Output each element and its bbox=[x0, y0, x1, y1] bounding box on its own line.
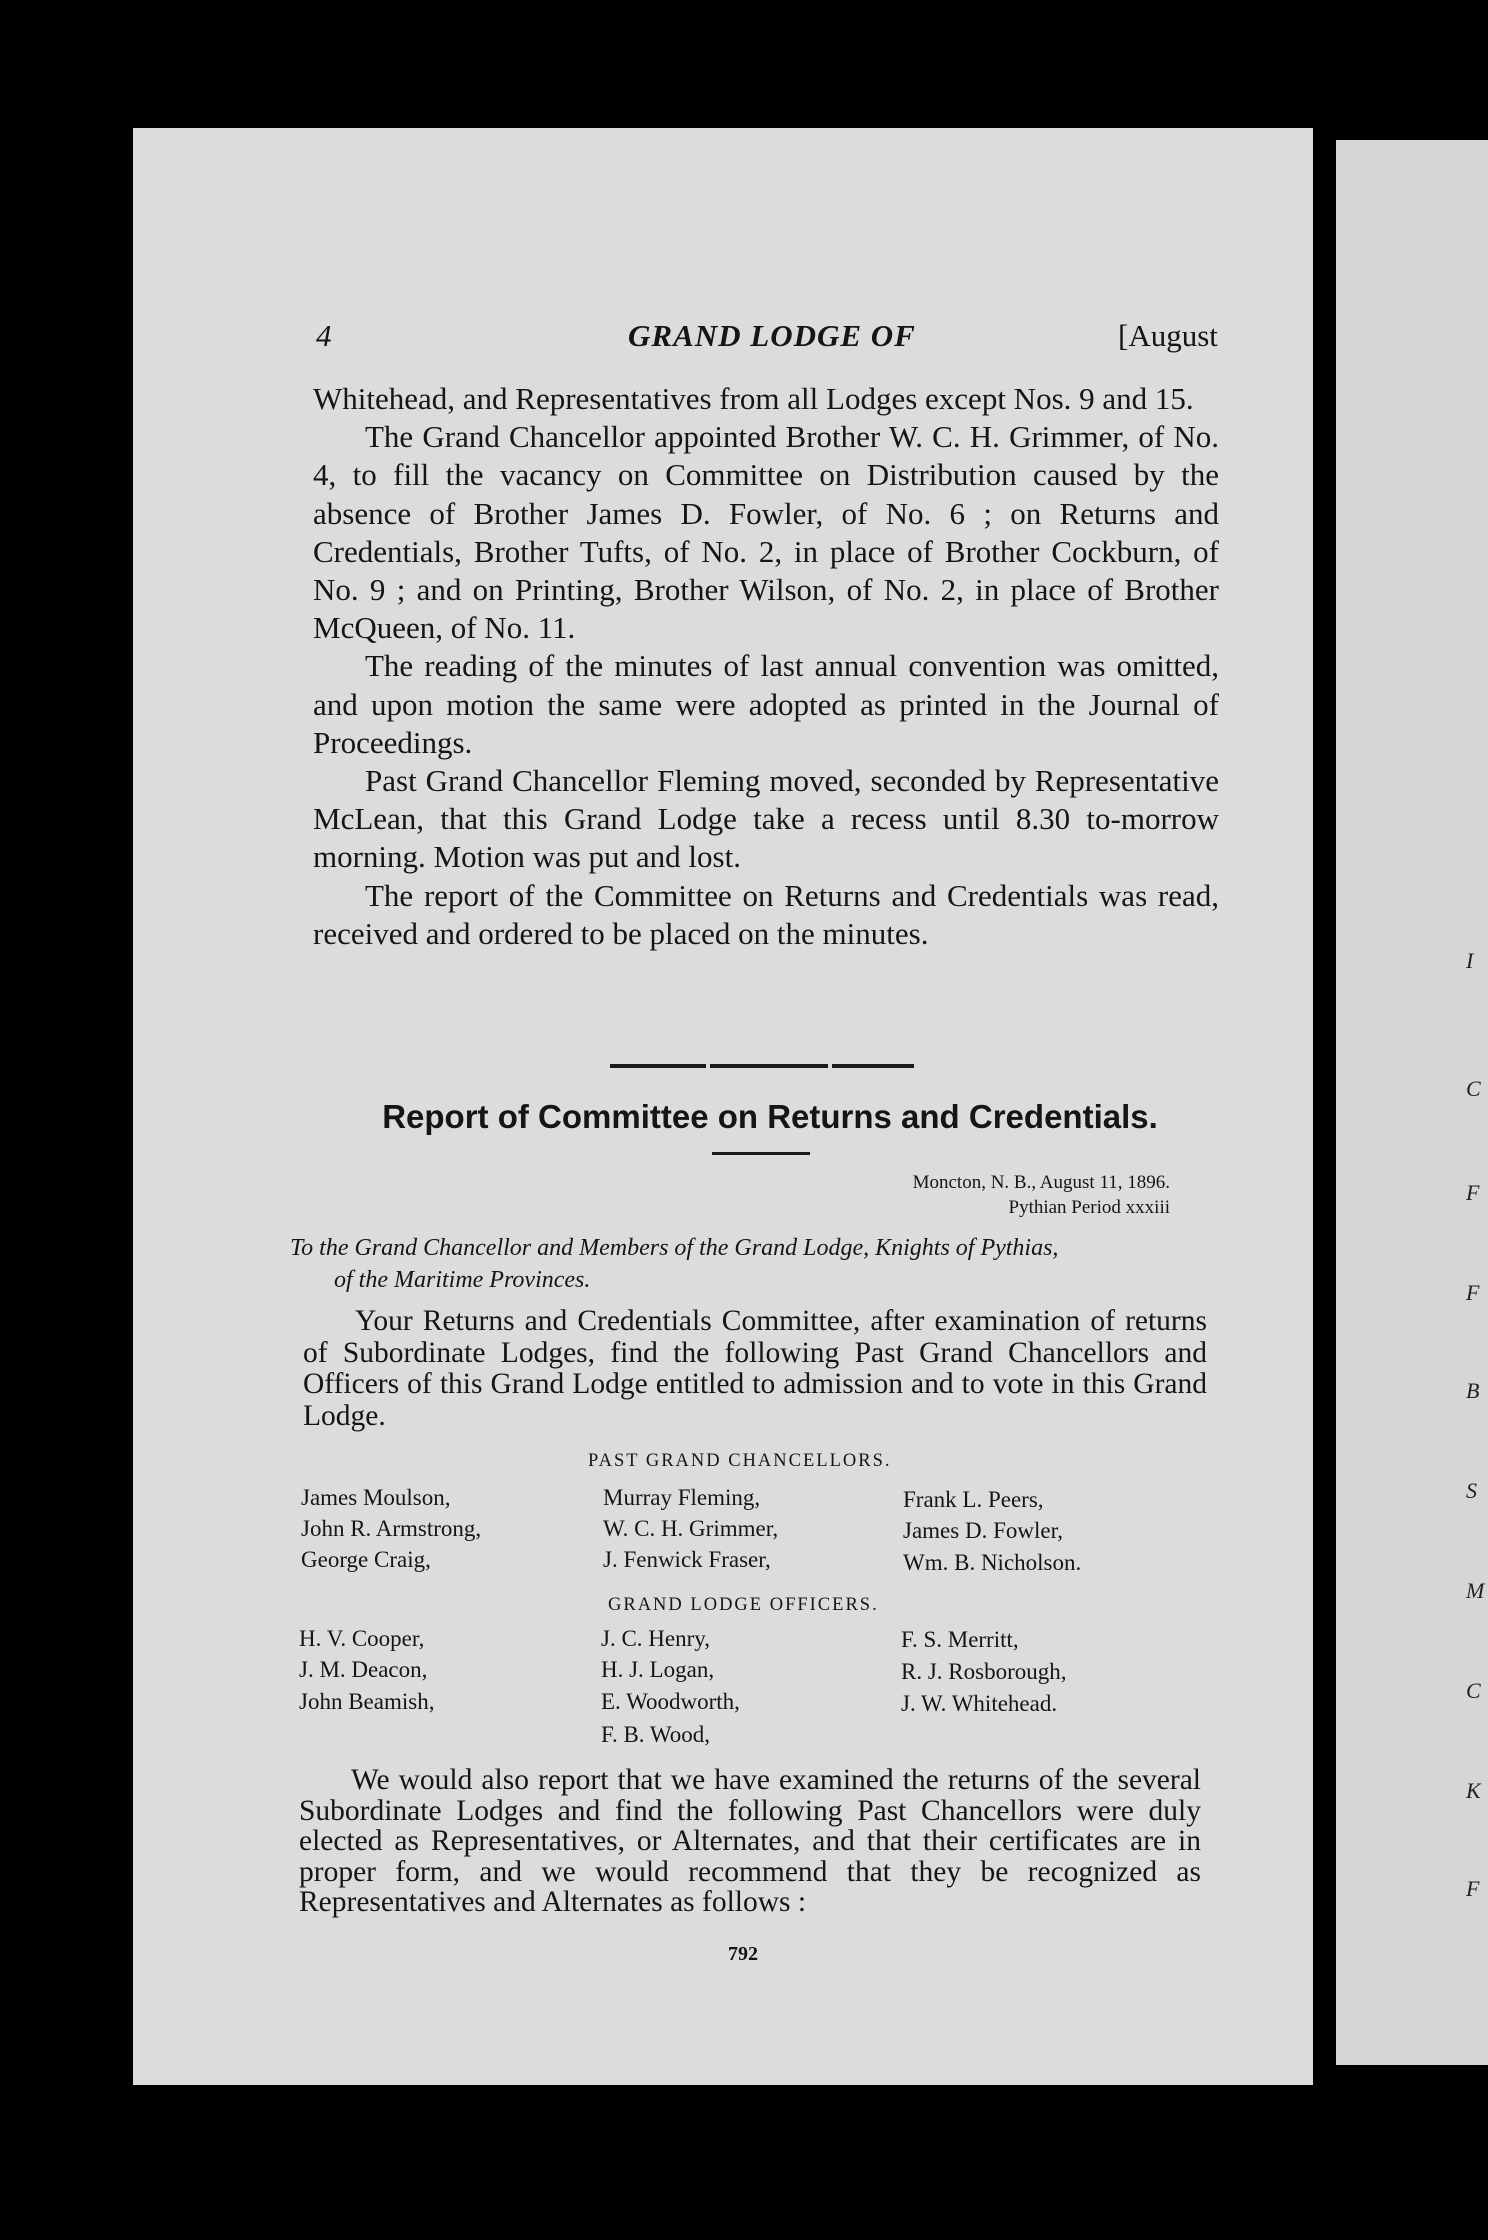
dateline-period: Pythian Period xxxiii bbox=[1008, 1197, 1170, 1218]
folio-number: 792 bbox=[728, 1943, 758, 1965]
grand-lodge-officer: F. S. Merritt, bbox=[901, 1627, 1019, 1652]
past-grand-chancellor: George Craig, bbox=[301, 1547, 431, 1572]
running-month: [August bbox=[1118, 318, 1218, 353]
paragraph: The report of the Committee on Returns and Credentials was read, received and ordered to be placed on the minutes. bbox=[313, 877, 1219, 951]
report-closing bbox=[299, 1765, 1201, 1918]
report-title: Report of Committee on Returns and Credentials. bbox=[382, 1098, 1158, 1135]
grand-lodge-officer: J. W. Whitehead. bbox=[901, 1691, 1058, 1716]
past-grand-chancellor: James Moulson, bbox=[301, 1485, 451, 1510]
title-rule bbox=[712, 1152, 810, 1155]
grand-lodge-officer: J. C. Henry, bbox=[601, 1626, 711, 1651]
grand-lodge-officer: F. B. Wood, bbox=[601, 1722, 710, 1747]
adjacent-page-letter: S bbox=[1466, 1478, 1477, 1503]
past-grand-chancellor: Frank L. Peers, bbox=[903, 1487, 1044, 1512]
section-divider bbox=[610, 1064, 706, 1068]
past-grand-chancellor: John R. Armstrong, bbox=[301, 1516, 482, 1541]
past-grand-chancellor: J. Fenwick Fraser, bbox=[603, 1547, 771, 1572]
past-grand-chancellor: W. C. H. Grimmer, bbox=[603, 1516, 779, 1541]
salutation-line: To the Grand Chancellor and Members of the Grand Lodge, Knights of Pythias, bbox=[290, 1235, 1059, 1261]
salutation-line: of the Maritime Provinces. bbox=[334, 1267, 591, 1293]
paragraph: We would also report that we have examined the returns of the several Subordinate Lodges and find the following Past Chancellors were duly elected as Representatives, or Alternates, and that their certificates are in proper form, and we would recommend that they be recognized as Representatives and Alternates as follows : bbox=[299, 1764, 1201, 1918]
grand-lodge-officer: J. M. Deacon, bbox=[299, 1657, 428, 1682]
adjacent-page-edge bbox=[1336, 140, 1488, 2065]
adjacent-page-letter: F bbox=[1466, 1180, 1480, 1205]
adjacent-page-letter: F bbox=[1466, 1876, 1480, 1901]
paragraph: Whitehead, and Representatives from all Lodges except Nos. 9 and 15. bbox=[313, 381, 1194, 416]
past-grand-chancellor: James D. Fowler, bbox=[903, 1518, 1064, 1543]
running-title: GRAND LODGE OF bbox=[628, 318, 916, 353]
dateline-place: Moncton, N. B., August 11, 1896. bbox=[912, 1172, 1170, 1193]
past-grand-chancellor: Wm. B. Nicholson. bbox=[903, 1550, 1082, 1575]
page-number: 4 bbox=[316, 318, 332, 353]
paragraph: Your Returns and Credentials Committee, after examination of returns of Subordinate Lodges, find the following Past Grand Chancellors and Officers of this Grand Lodge entitled to admission and to vote in this Grand Lodge. bbox=[303, 1305, 1207, 1432]
paragraph: The reading of the minutes of last annual convention was omitted, and upon motion the same were adopted as printed in the Journal of Proceedings. bbox=[313, 648, 1219, 760]
adjacent-page-letter: C bbox=[1466, 1678, 1481, 1703]
section-divider bbox=[710, 1064, 828, 1068]
paragraph: The Grand Chancellor appointed Brother W. C. H. Grimmer, of No. 4, to fill the vacancy on Committee on Distribution caused by the absence of Brother James D. Fowler, of No. 6 ; on Returns and Credentials, Brother Tufts, of No. 2, in place of Brother Cockburn, of No. 9 ; and on Printing, Brother Wilson, of No. 2, in place of Brother McQueen, of No. 11. bbox=[313, 419, 1219, 646]
adjacent-page-letter: K bbox=[1466, 1778, 1481, 1803]
body-text bbox=[313, 380, 1219, 953]
report-intro bbox=[303, 1306, 1207, 1432]
adjacent-page-letter: B bbox=[1466, 1378, 1480, 1403]
grand-lodge-officer: R. J. Rosborough, bbox=[901, 1659, 1067, 1684]
past-grand-chancellors-heading: PAST GRAND CHANCELLORS. bbox=[588, 1451, 892, 1471]
section-divider bbox=[832, 1064, 914, 1068]
grand-lodge-officer: E. Woodworth, bbox=[601, 1689, 740, 1714]
adjacent-page-letter: F bbox=[1466, 1280, 1480, 1305]
grand-lodge-officer: H. V. Cooper, bbox=[299, 1626, 425, 1651]
paragraph: Past Grand Chancellor Fleming moved, seconded by Representative McLean, that this Grand Lodge take a recess until 8.30 to-morrow morning. Motion was put and lost. bbox=[313, 763, 1219, 875]
adjacent-page-letter: M bbox=[1466, 1578, 1485, 1603]
salutation bbox=[290, 1232, 1246, 1296]
adjacent-page-letter: I bbox=[1466, 948, 1474, 973]
grand-lodge-officer: H. J. Logan, bbox=[601, 1657, 715, 1682]
past-grand-chancellor: Murray Fleming, bbox=[603, 1485, 761, 1510]
adjacent-page-letter: C bbox=[1466, 1076, 1481, 1101]
grand-lodge-officer: John Beamish, bbox=[299, 1689, 435, 1714]
grand-lodge-officers-heading: GRAND LODGE OFFICERS. bbox=[608, 1595, 879, 1615]
